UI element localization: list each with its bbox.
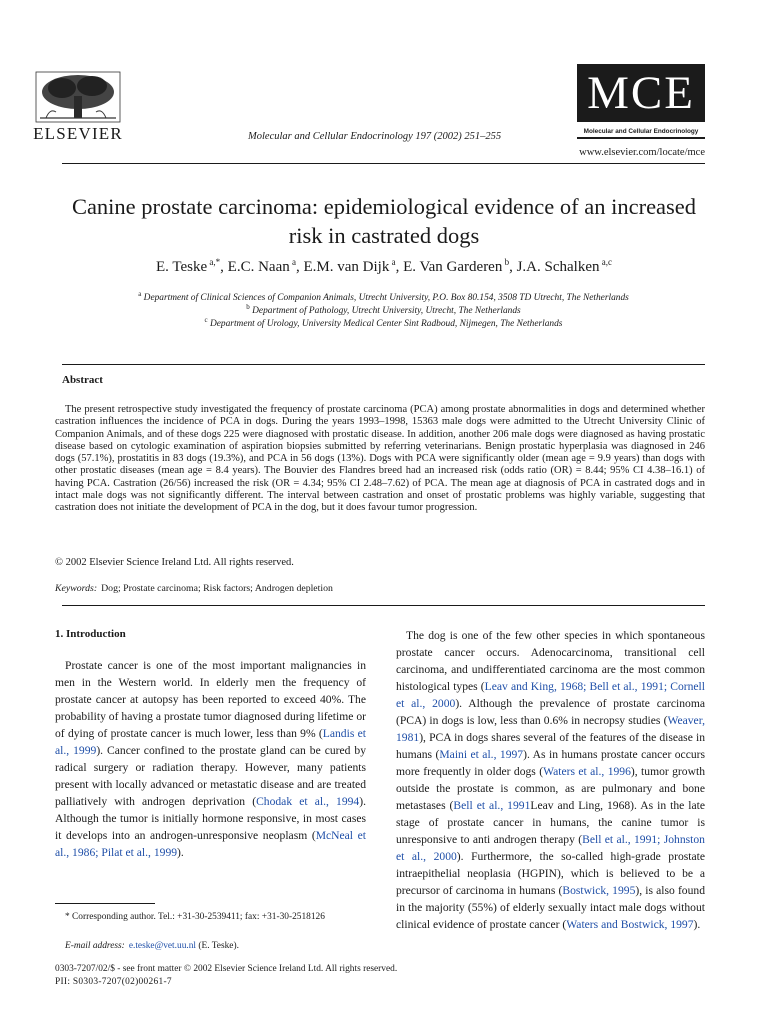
body-text: Prostate cancer is one of the most important malignancies in men in the Western world. In elderly men the frequency of prostate cancer at autopsy has been reported to exceed 40%. The probability of having a prostate tumor diagnosed during lifetime or of dying of prostate cancer is much lower, less than 9% ( [55, 659, 366, 740]
right-column-text [396, 627, 705, 933]
keywords [55, 583, 333, 594]
logo-underline [577, 137, 705, 139]
author-name: E.C. Naan [227, 259, 290, 275]
citation-link[interactable]: Chodak et al., 1994 [256, 795, 360, 808]
citation-link[interactable]: Waters and Bostwick, 1997 [566, 918, 694, 931]
citation-link[interactable]: Bell et al., 1991; Johnston et al., 2000 [396, 833, 705, 863]
author-affiliation-mark: a,* [207, 257, 221, 267]
body-text: ). As in humans prostate cancer occurs more frequently in older dogs ( [396, 748, 706, 778]
abstract-divider [62, 364, 705, 365]
email-note [65, 941, 239, 951]
body-text: ). Although the tumor is initially hormone responsive, in most cases it develops into an androgen-unresponsive neoplasm ( [55, 795, 366, 842]
title-line: Canine prostate carcinoma: epidemiological evidence of an increased [71, 194, 697, 219]
citation-link[interactable]: Landis et al., 1999 [55, 727, 366, 757]
header-divider [62, 163, 705, 164]
body-text: ). Furthermore, the so-called high-grade prostate intraepithelial neoplasia (HGPIN), which is believed to be a precursor of carcinoma in humans ( [396, 850, 706, 897]
body-text: ), tumor growth outside the prostate is common, as are pulmonary and bone metastases ( [396, 765, 705, 812]
citation-link[interactable]: Maini et al., 1997 [439, 748, 524, 761]
journal-url[interactable]: www.elsevier.com/locate/mce [579, 147, 705, 158]
keywords-divider [62, 605, 705, 606]
citation-link[interactable]: Bostwick, 1995 [562, 884, 636, 897]
affiliation-a: $^a$ Department of Clinical Sciences of Companion Animals, Utrecht University, P.O. Box 80.154, 3508 TD Utrecht, The Netherlands [138, 290, 629, 304]
publisher-name: ELSEVIER [33, 124, 123, 143]
body-text: Leav and Ling, 1968). As in the late stage of prostate cancer in humans, the canine tumor is unresponsive to anti androgen therapy ( [396, 799, 705, 846]
abstract-heading: Abstract [62, 374, 103, 386]
author-name: E. Teske [156, 259, 208, 275]
section-heading: 1. Introduction [55, 628, 126, 640]
affiliation-b: $^b$ Department of Pathology, Utrecht University, Utrecht, The Netherlands [246, 303, 521, 317]
journal-reference: Molecular and Cellular Endocrinology 197 (2002) 251–255 [248, 131, 502, 142]
body-text: ). Although the prevalence of prostate carcinoma (PCA) in dogs is low, less than 0.6% in necropsy studies ( [396, 697, 706, 727]
abstract-text: The present retrospective study investigated the frequency of prostate carcinoma (PCA) among prostate abnormalities in dogs and determined whether castration influences the incidence of PCA in dogs. During the years 1993–1998, 15363 male dogs were admitted to the Utrecht University Clinic of Companion Animals, and of these dogs 225 were diagnosed with prostatic disease. In addition, another 206 male dogs were diagnosed as having prostatic disease based on cytologic examination of aspiration biopsies submitted by referring veterinarians. Benign prostatic hyperplasia was diagnosed in 246 dogs (57.1%), prostatitis in 83 dogs (19.3%), and PCA in 56 dogs (13%). Dogs with PCA were significantly older (mean age = 9.9 years) than dogs with other prostatic diseases (mean age = 8.4 years). The Bouvier des Flandres breed had an increased risk (odds ratio (OR) = 8.44; 95% CI 4.38–16.1) of having PCA. Castration (26/56) increased the risk (OR = 4.34; 95% CI 2.48–7.62) of PCA. The mean age at diagnosis of PCA in castrated dogs and in intact male dogs was not significantly different. The interval between castration and onset of prostatic problems was highly variable, suggesting that castration does not initiate the development of PCA in the dog, but it does favour tumor progression. [55, 404, 705, 514]
citation-link[interactable]: Waters et al., 1996 [543, 765, 631, 778]
left-column-text [55, 657, 366, 861]
keywords-list: Dog; Prostate carcinoma; Risk factors; Androgen depletion [101, 583, 333, 594]
abstract-copyright: © 2002 Elsevier Science Ireland Ltd. All rights reserved. [55, 557, 294, 568]
affiliation-c: $^c$ Department of Urology, University Medical Center Sint Radboud, Nijmegen, The Netherlands [204, 316, 563, 330]
corresponding-author-note: * Corresponding author. Tel.: +31-30-2539411; fax: +31-30-2518126 [65, 912, 325, 922]
author-affiliation-mark: a [389, 257, 396, 267]
author-affiliation-mark: a,c [599, 257, 612, 267]
citation-link[interactable]: McNeal et al., 1986; Pilat et al., 1999 [55, 829, 366, 859]
article-title [50, 192, 718, 250]
body-text: ). [693, 918, 701, 931]
email-suffix: (E. Teske). [196, 941, 239, 951]
citation-link[interactable]: Weaver, 1981 [396, 714, 705, 744]
author-affiliation-mark: b [502, 257, 510, 267]
keywords-label: Keywords: [55, 583, 98, 594]
title-line: risk in castrated dogs [288, 223, 480, 248]
body-text: ), is also found in the majority (55%) of elderly sexually intact male dogs without clinical evidence of prostate cancer ( [396, 884, 705, 931]
body-text: ). Cancer confined to the prostate gland can be cured by radical surgery or radiation therapy. However, many patients present with locally advanced or metastatic disease and are treated palliatively with androgen deprivation ( [55, 744, 366, 808]
body-text: ). [177, 846, 184, 859]
citation-link[interactable]: Leav and King, 1968; Bell et al., 1991; Cornell et al., 2000 [396, 680, 705, 710]
body-text: ), PCA in dogs shares several of the features of the disease in humans ( [396, 731, 705, 761]
footnote-divider [55, 903, 155, 904]
author-name: E. Van Garderen [403, 259, 503, 275]
front-matter-line: 0303-7207/02/$ - see front matter © 2002 Elsevier Science Ireland Ltd. All rights reserved. [55, 964, 398, 974]
email-link[interactable]: e.teske@vet.uu.nl [128, 941, 197, 951]
journal-name: Molecular and Cellular Endocrinology [583, 128, 699, 135]
body-text: The dog is one of the few other species in which spontaneous prostate cancer occurs. Adenocarcinoma, transitional cell carcinoma, and undifferentiated carcinoma are the most common histological types ( [396, 629, 705, 693]
author-list: E. Teske $^{a,*}$, E.C. Naan $^a$, E.M. van Dijk $^a$, E. Van Garderen $^b$, J.A. Schalken $^{a,c}$ [156, 257, 612, 275]
author-name: J.A. Schalken [516, 259, 600, 275]
journal-logo: MCE [577, 64, 705, 122]
pii-line: PII: S0303-7207(02)00261-7 [55, 977, 172, 987]
email-label: E-mail address: [65, 941, 125, 951]
author-name: E.M. van Dijk [303, 259, 390, 275]
author-affiliation-mark: a [289, 257, 296, 267]
citation-link[interactable]: Bell et al., 1991 [453, 799, 531, 812]
